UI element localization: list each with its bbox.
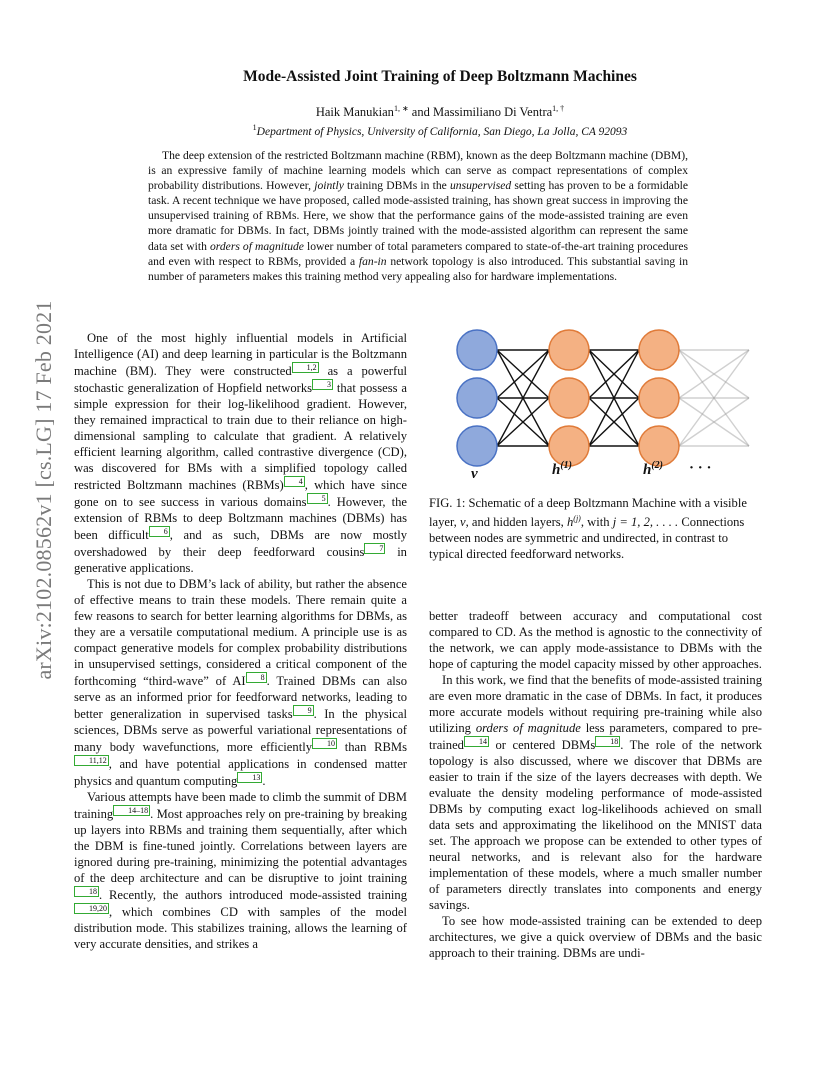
abstract-emphasis: jointly [314, 179, 344, 193]
paragraph-continued: better tradeoff between accuracy and computational cost compared to CD. As the method is agnostic to the connectivity of the network, we can apply mode-assistance to DBMs with the hope of capturing the model capacity missed by other approaches. [429, 609, 762, 671]
citation-link[interactable]: 13 [237, 772, 262, 783]
paper-title: Mode-Assisted Joint Training of Deep Boltzmann Machines [243, 68, 637, 85]
text-run: , and have potential applications in condensed matter physics and quantum computing [74, 757, 407, 788]
text-run: in generative applications. [74, 545, 407, 575]
citation-link[interactable]: 7 [364, 543, 385, 554]
abstract-text: The deep extension of the restricted Boltzmann machine (RBM), known as the deep Boltzmann machine (DBM), is an expressive family of machine learning models which can serve as compact representations of complex probability distributions. However, [148, 149, 688, 193]
citation-link[interactable]: 1,2 [292, 362, 319, 373]
caption-text: , and hidden layers, [465, 515, 567, 530]
author-separator: and [408, 105, 433, 120]
author-2: Massimiliano Di Ventra [432, 105, 553, 120]
citation-link[interactable]: 19,20 [74, 903, 109, 914]
author-line [120, 104, 760, 120]
paragraph-this-work [429, 672, 762, 913]
affiliation [120, 123, 760, 138]
text-run: . However, the extension of RBMs to deep Boltzmann machines (DBMs) has been difficult [74, 495, 407, 542]
text-run: . Recently, the authors introduced mode-assisted training [99, 888, 407, 902]
hidden-node [549, 378, 589, 418]
emphasis: orders of magnitude [475, 721, 581, 735]
figure-caption [429, 495, 762, 562]
paragraph-overview: To see how mode-assisted training can be extended to deep architectures, we give a quick overview of DBMs and the basic approach to their training. DBMs are undi- [429, 914, 762, 960]
abstract-text: lower number of total parameters compared to state-of-the-art training procedures and even with respect to RBMs, provided a [148, 239, 689, 268]
text-run: than RBMs [337, 740, 407, 754]
citation-link[interactable]: 5 [307, 493, 328, 504]
right-column [429, 608, 762, 961]
hidden-node [639, 378, 679, 418]
hidden-node [639, 330, 679, 370]
citation-link[interactable]: 8 [246, 672, 267, 683]
text-run: . In the physical sciences, DBMs serve as powerful variational representations of many body wavefunctions, more efficiently [74, 707, 407, 754]
author-1: Haik Manukian [315, 105, 394, 120]
author-2-affil[interactable]: 1, † [552, 104, 565, 113]
citation-link[interactable]: 14–18 [113, 805, 150, 816]
text-run: . Trained DBMs can also serve as an informed prior for feedforward networks, leading to better generalization in supervised tasks [74, 674, 408, 721]
author-1-affil[interactable]: 1, ∗ [393, 104, 409, 113]
text-run: or centered DBMs [488, 738, 596, 752]
visible-node [457, 426, 497, 466]
arxiv-sidebar-stamp [22, 290, 66, 690]
citation-link[interactable]: 10 [312, 738, 337, 749]
text-run: , which have since gone on to see success in various domains [74, 478, 407, 509]
citation-link[interactable]: 18 [595, 736, 620, 747]
citation-link[interactable]: 18 [74, 886, 99, 897]
hidden-node [549, 330, 589, 370]
caption-math: $h^{(j)}$ [566, 514, 581, 530]
abstract-text: setting has proven to be a formidable task. A recent technique we have proposed, called mode-assisted training, has shown great success in improving the unsupervised training of RBMs. Here, we show that the performance gains of the mode-assisted training are even more dramatic for DBMs. In fact, DBMs jointly trained with the mode-assisted algorithm can represent the same data set with [148, 179, 688, 253]
text-run: One of the most highly influential models in Artificial Intelligence (AI) and deep learning in particular is the Boltzmann machine (BM). They were constructed [74, 331, 407, 378]
text-run: , which combines CD with samples of the model distribution mode. This stabilizes training, allows the learning of very accurate densities, and strikes a [74, 905, 407, 951]
abstract-emphasis: unsupervised [449, 179, 512, 193]
text-run: . The role of the network topology is also discussed, where we discover that DBMs are easier to train if the size of the layers decreases with depth. We evaluate the density modeling performance of mode-assisted DBMs by computing exact log-likelihoods achieved on small data sets and approximating the likelihood on the MNIST data set. The approach we propose can be extended to other types of neural networks, and is relevant also for the hardware implementation of these models, where a much smaller number of parameters directly translates into components and energy savings. [429, 738, 762, 912]
paragraph-intro [74, 330, 407, 576]
caption-text: Schematic of a deep Boltzmann Machine with a visible layer, [429, 496, 747, 530]
arxiv-id: arXiv:2102.08562v1 [cs.LG] 17 Feb 2021 [31, 300, 56, 680]
abstract-text: network topology is also introduced. This substantial saving in number of parameters makes this training method very appealing also for hardware implementations. [148, 254, 688, 283]
text-run: In this work, we find that the benefits of mode-assisted training are even more dramatic in the case of DBMs. In fact, it produces more accurate models without requiring pre-training while also utilizing [429, 673, 762, 735]
paragraph-motivation [74, 576, 407, 789]
paragraph-prior-work [74, 789, 407, 952]
label-ellipsis: · · · [689, 460, 712, 476]
citation-link[interactable]: 9 [293, 705, 314, 716]
left-column [74, 330, 407, 952]
text-run: This is not due to DBM’s lack of ability, but rather the absence of effective means to train these models. There remain quite a few reasons to search for better learning algorithms for DBMs, as they are a versatile computational medium. A principle use is as compact generative models for complex probability distributions in unsupervised settings, considered a critical component of the forthcoming “third-wave” of AI [74, 577, 407, 688]
text-run: less parameters, compared to pre-trained [429, 721, 762, 752]
citation-link[interactable]: 11,12 [74, 755, 109, 766]
affiliation-text: Department of Physics, University of California, San Diego, La Jolla, CA 92093 [256, 125, 628, 138]
label-visible-layer: v [471, 466, 478, 482]
citation-link[interactable]: 3 [312, 379, 333, 390]
citation-link[interactable]: 14 [464, 736, 489, 747]
visible-node [457, 330, 497, 370]
visible-node [457, 378, 497, 418]
abstract-text: training DBMs in the [343, 179, 450, 193]
text-run: . Most approaches rely on pre-training by breaking up layers into RBMs and training them sequentially, after which the DBM is fine-tuned jointly. Correlations between layers are ignored during pre-training, minimizing the potential advantages of the deep architecture and can be disruptive to joint training [74, 807, 407, 885]
label-hidden-layer-2: $h^{(2)}$ [643, 460, 664, 478]
label-hidden-layer-1: $h^{(1)}$ [552, 460, 573, 478]
affiliation-marker: 1 [252, 123, 257, 132]
dbm-network-diagram [429, 318, 769, 498]
caption-text: , with [580, 515, 613, 530]
citation-link[interactable]: 4 [284, 476, 305, 487]
text-run: , and as such, DBMs are now mostly overshadowed by their deep feedforward cousins [74, 528, 407, 559]
caption-math: v [459, 515, 466, 530]
caption-text: Connections between nodes are symmetric and undirected, in contrast to typical directed feedforward networks. [429, 515, 745, 562]
abstract-emphasis: orders of magnitude [210, 239, 304, 253]
caption-math: j = 1, 2, . . . . [612, 515, 679, 530]
text-run: that possess a simple expression for their log-likelihood gradient. However, they remained impractical to train due to their reliance on high-dimensional sampling to calculate that gradient. A relatively efficient learning algorithm, called contrastive divergence (CD), was discovered for BMs with a simplified topology called restricted Boltzmann machines (RBMs) [74, 381, 407, 492]
abstract-emphasis: fan-in [358, 254, 387, 268]
abstract [148, 148, 688, 284]
caption-prefix: FIG. 1: [429, 496, 469, 510]
figure-dbm-schematic [429, 318, 769, 498]
text-run: . [262, 774, 266, 788]
text-run: Various attempts have been made to climb the summit of DBM training [74, 790, 407, 821]
citation-link[interactable]: 6 [149, 526, 170, 537]
text-run: as a powerful stochastic generalization of Hopfield networks [74, 364, 407, 395]
